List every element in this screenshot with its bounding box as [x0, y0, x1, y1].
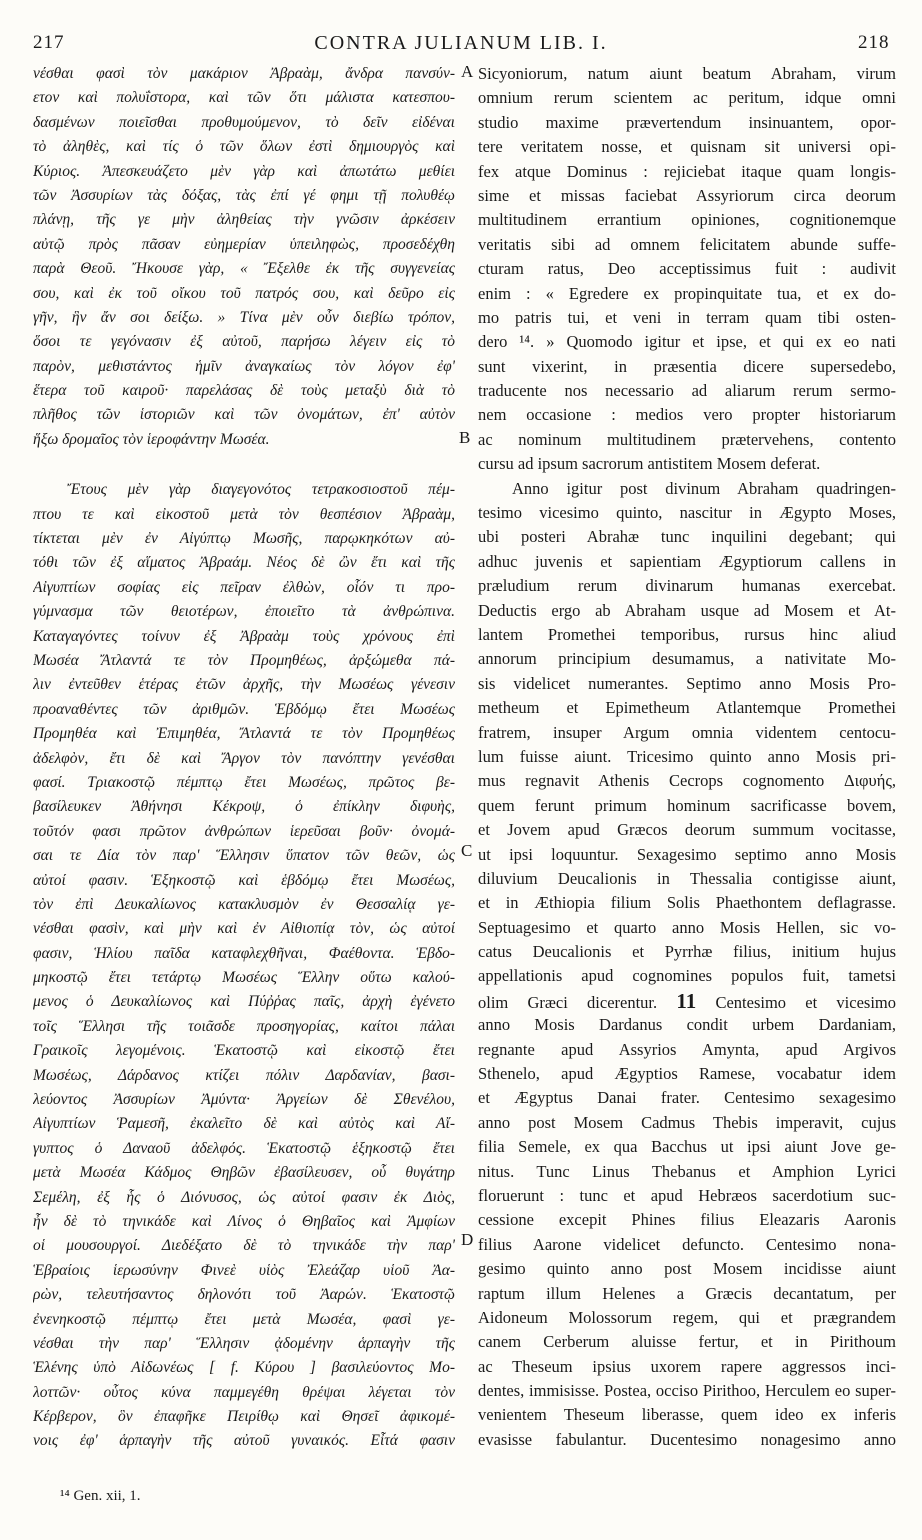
text-line: πλῆθος τῶν ἱστοριῶν καὶ τῶν ὀνομάτων, ἐπ' αὐτὸν [33, 406, 455, 424]
running-title: CONTRA JULIANUM LIB. I. [314, 32, 608, 54]
text-line: παρὸν, μεθιστάντος ἡμῖν ἀναγκαίως τὸν λόγον ἐφ' [33, 357, 455, 375]
text-line: floruerunt : tunc et apud Hebræos sacerdotium suc- [478, 1185, 896, 1205]
text-line: cursu ad ipsum sacrorum antistitem Mosem deferat. [478, 454, 821, 474]
text-line: Ἑβραίοις ἱερωσύνην Φινεὲ υἱὸς Ἐλεάζαρ υἱοῦ Ἀα- [33, 1261, 455, 1279]
text-line: φασί. Τριακοστῷ πέμπτῳ ἔτει Μωσέως, πρῶτος βε- [33, 773, 455, 791]
text-line: λοττῶν· οὗτος κύνα παμμεγέθη θρέψαι λέγεται τὸν [33, 1383, 455, 1401]
text-line: nem occasione : medios vero propter historiarum [478, 405, 896, 425]
text-line: raptum illum Helenes a Græcis decantatum, per [478, 1283, 896, 1303]
text-line: μηκοστῷ ἔτει τετάρτῳ Μωσέως Ἕλλην οὕτω καλού- [33, 969, 455, 987]
text-line: τὸν ἐπὶ Δευκαλίωνος κατακλυσμὸν ἐν Θεσσαλίᾳ γε- [33, 895, 455, 913]
text-line: evasisse fabulantur. Ducentesimo nonagesimo anno [478, 1429, 896, 1449]
text-line: ac Theseum ipsius uxorem rapere aggressos inci- [478, 1356, 896, 1376]
text-line: νέσθαι φασὶν, καὶ μὴν καὶ ἐν Αἰθιοπίᾳ τὸν, ὡς αὐτοί [33, 920, 455, 938]
text-line: filius Aarone videlicet defuncto. Centesimo nona- [478, 1234, 896, 1254]
margin-marker-c: C [461, 841, 473, 860]
text-line: mo patris tui, et veni in terram quam tibi osten- [478, 307, 896, 327]
greek-column [33, 62, 455, 1454]
text-line: πλάνῃ, τῆς γε μὴν ἀληθείας τὴν γνῶσιν ἀρκέσειν [33, 211, 455, 229]
text-line: nitus. Tunc Linus Thebanus et Amphion Lyrici [478, 1161, 896, 1181]
page-header [0, 0, 922, 56]
text-line: δασμένων ποιεῖσθαι προθυμούμενον, τὸ δεῖν εἰδέναι [33, 113, 455, 131]
text-line: omnium rerum scientem ac peritum, idque omni [478, 88, 896, 108]
text-line: προαναθέντες τῶν ἀριθμῶν. Ἑβδόμῳ ἔτει Μωσέως [33, 700, 455, 718]
text-line: τῶν Ἀσσυρίων τὰς δόξας, τὰς ἐπί γέ φημι τῇ πολυθέῳ [33, 186, 455, 204]
text-line: ὅσοι τε γεγόνασιν ἐξ αὐτοῦ, παρήσω λέγειν εἰς τὸ [33, 333, 455, 351]
text-line: tere veritatem nosse, et quisnam sit universi opi- [478, 137, 896, 157]
text-line: Aidoneum Molossorum regem, qui et prægrandem [478, 1307, 896, 1327]
text-line: παρὰ Θεοῦ. Ἤκουσε γὰρ, « Ἔξελθε ἐκ τῆς συγγενείας [33, 260, 455, 278]
text-line: Deductis ergo ab Abraham usque ad Mosem et At- [478, 600, 896, 620]
text-line: οἱ μουσουργοί. Διεδέξατο δὲ τὸ τηνικάδε τὴν παρ' [33, 1237, 455, 1255]
text-line: mus regnavit Athenis Cecrops cognomento Διφυής, [478, 771, 896, 791]
text-line: gesimo quinto anno post Mosem incidisse aiunt [478, 1259, 896, 1279]
text-line: fratrem, insuper Argum omnia videntem centocu- [478, 722, 896, 742]
text-line: venientem Theseum liberasse, quem ideo ex inferis [478, 1405, 896, 1425]
text-line: metheum et Epimetheum Atlantemque Promethei [478, 698, 896, 718]
margin-marker-a: A [461, 62, 474, 81]
text-line: regnante apud Assyrios Amynta, apud Argivos [478, 1039, 896, 1059]
text-line: Αἰγυπτίων Ῥαμεσῆ, ἐκαλεῖτο δὲ καὶ αὐτὸς καὶ Αἴ- [33, 1115, 455, 1133]
text-line: tesimo vicesimo quinto, nascitur in Ægypto Moses, [478, 503, 896, 523]
text-line: Αἰγυπτίων σοφίας εἰς πεῖραν ἐλθὼν, οἷόν τι προ- [33, 578, 455, 596]
text-line: βασίλευκεν Ἀθήνησι Κέκροψ, ὁ ἐπίκλην διφυὴς, [33, 798, 455, 816]
text-line: Κέρβερον, ὃν ἐπαφῆκε Πειρίθῳ καὶ Θησεῖ ἀφικομέ- [33, 1408, 455, 1426]
latin-column [478, 62, 896, 1452]
text-line: ἕτερα τοῦ καιροῦ· παρελάσας δὲ τοὺς μεταξὺ διὰ τὸ [33, 382, 455, 400]
text-line: lantem Promethei temporibus, rursus hinc aliud [478, 624, 896, 644]
text-line: Ἔτους μὲν γὰρ διαγεγονότος τετρακοσιοστοῦ πέμ- [67, 481, 455, 499]
text-line: ρὼν, τελευτήσαντος δηλονότι τοῦ Ἀαρών. Ἑκατοστῷ [33, 1286, 455, 1304]
text-line: lum fuisse aiunt. Tricesimo quinto anno Mosis pri- [478, 746, 896, 766]
text-line: μετὰ Μωσέα Κάδμος Θηβῶν ἐβασίλευσεν, οὗ θυγάτηρ [33, 1164, 455, 1182]
text-line: τόθι τῶν ἐξ αἵματος Ἀβραάμ. Νέος δὲ ὢν ἔτι καὶ τῆς [33, 554, 455, 572]
text-line: ἥξω δρομαῖος τὸν ἱεροφάντην Μωσέα. [33, 430, 270, 448]
text-line: νέσθαι τὴν παρ' Ἕλλησιν ᾀδομένην ἁρπαγὴν τῆς [33, 1334, 455, 1352]
text-line: γύμνασμα τῶν θειοτέρων, ἐποιεῖτο τὰ ἀνθρώπινα. [33, 603, 455, 621]
text-line: πτου τε καὶ εἰκοστοῦ μετὰ τὸν θεσπέσιον Ἀβραὰμ, [33, 505, 455, 523]
text-line: ac nominum multitudinem prætervehens, contento [478, 429, 896, 449]
text-line: dero ¹⁴. » Quomodo igitur et ipse, et qui ex eo nati [478, 332, 896, 352]
text-line: νέσθαι φασὶ τὸν μακάριον Ἀβραὰμ, ἄνδρα πανσύν- [33, 65, 455, 82]
text-line: μενος ὁ Δευκαλίωνος καὶ Πύῤῥας παῖς, ἀρχὴ ἐγένετο [33, 993, 455, 1011]
text-line: filia Semele, ex qua Bacchus ut ipsi aiunt Jove ge- [478, 1137, 896, 1157]
text-line: ἀδελφὸν, ἔτι δὲ καὶ Ἄργον τὸν πανόπτην γενέσθαι [33, 749, 455, 767]
margin-marker-d: D [461, 1230, 474, 1249]
text-line: Καταγαγόντες τοίνυν ἐξ Ἀβραὰμ τοὺς χρόνους ἐπὶ [33, 627, 455, 645]
text-line: αὐτῷ πρὸς πᾶσαν εὐημερίαν ὑπειληφὼς, προσεδέχθη [33, 235, 455, 253]
page-number-left: 217 [33, 32, 65, 53]
text-line: annorum principium desumamus, a nativitate Mo- [478, 649, 896, 669]
text-line: traducente nos necessario ad aliarum rerum sermo- [478, 381, 896, 401]
text-line: et Jovem apud Græcos deorum summum vocitasse, [478, 820, 896, 840]
text-line: τοῖς Ἕλλησι τῆς τοιᾶσδε προσηγορίας, καίτοι πάλαι [33, 1017, 455, 1035]
text-line: præludium rerum divinarum humanas exercebat. [478, 576, 896, 596]
text-line: λιν ἐντεῦθεν ἑτέρας ἐτῶν ἀρχῆς, τὴν Μωσέως γένεσιν [33, 676, 455, 694]
text-line: olim Græci dicerentur. 11 Centesimo et vicesimo [478, 988, 896, 1013]
text-line: λεύοντος Ἀσσυρίων Ἀμύντα· Ἀργείων δὲ Σθενέλου, [33, 1091, 455, 1109]
text-line: multitudinem errantium opiniones, cognitionemque [478, 210, 896, 230]
text-line: Γραικοῖς λεγομένοις. Ἑκατοστῷ καὶ εἰκοστῷ ἔτει [33, 1042, 455, 1060]
text-line: studio maxime prævertendum insinuantem, opor- [478, 112, 896, 132]
text-line: ubi posteri Abrahæ tunc inquilini degebant; qui [478, 527, 896, 547]
text-line: σαι τε Δία τὸν παρ' Ἕλλησιν ὕπατον τῶν θεῶν, ὡς [33, 847, 455, 865]
text-line: adhuc juvenis et sapientiam Ægyptiorum callens in [478, 551, 896, 571]
text-line: anno post Mosem Cadmus Thebis imperavit, cujus [478, 1112, 896, 1132]
text-line: γυπτος ὁ Δαναοῦ ἀδελφός. Ἑκατοστῷ ἑξηκοστῷ ἔτει [33, 1139, 455, 1157]
text-line: Anno igitur post divinum Abraham quadringen- [512, 478, 896, 498]
text-line: veritatis sibi ad omnem felicitatem abunde suffe- [478, 234, 896, 254]
margin-marker-b: B [459, 428, 471, 447]
text-line: Προμηθέα καὶ Ἐπιμηθέα, Ἄτλαντά τε τὸν Προμηθέως [33, 725, 455, 743]
text-line: cessione excepit Phines filius Eleazaris Aaronis [478, 1210, 896, 1230]
text-line: σου, καὶ ἐκ τοῦ οἴκου τοῦ πατρός σου, καὶ δεῦρο εἰς [33, 284, 455, 302]
text-line: Κύριος. Ἀπεσκευάζετο μὲν γὰρ καὶ ἀπωτάτω μεθίει [33, 162, 455, 180]
text-line: αὐτοί φασιν. Ἑξηκοστῷ καὶ ἑβδόμῳ ἔτει Μωσέως, [33, 871, 455, 889]
text-line: τὸ ἀληθὲς, καὶ τίς ὁ τῶν ὅλων ἐστὶ δημιουργὸς καὶ [33, 138, 455, 156]
text-line: appellationis apud cognomines populos fuit, tametsi [478, 966, 896, 986]
text-line: Μωσέα Ἄτλαντά τε τὸν Προμηθέως, ἀρξώμεθα πά- [33, 651, 455, 669]
text-line: sunt vixerint, in præsentia dicere supersedebo, [478, 356, 896, 376]
text-line: ἦν δὲ τὸ τηνικάδε καὶ Λίνος ὁ Θηβαῖος καὶ Ἀμφίων [33, 1212, 455, 1230]
text-line: sis videlicet numerantes. Septimo anno Mosis Pro- [478, 673, 896, 693]
text-line: enim : « Egredere ex propinquitate tua, et ex do- [478, 283, 896, 303]
text-line: Σεμέλη, ἐξ ἧς ὁ Διόνυσος, ὡς αὐτοί φασιν ἐκ Διὸς, [33, 1188, 455, 1206]
text-line: φασιν, Ἡλίου παῖδα καταφλεχθῆναι, Φαέθοντα. Ἑβδο- [33, 944, 455, 962]
text-line: γῆν, ἣν ἄν σοι δείξω. » Τίνα μὲν οὖν διεβίω τρόπον, [33, 308, 455, 326]
page-number-right: 218 [858, 32, 890, 53]
text-line: diluvium Deucalionis in Thessalia contigisse aiunt, [478, 868, 896, 888]
text-line: catus Deucalionis et Pyrrhæ filius, initium hujus [478, 942, 896, 962]
text-line: cturam ratus, Deo acceptissimus fuit : audivit [478, 259, 896, 279]
text-line: Sthenelo, apud Ægyptios Ramese, vocabatur idem [478, 1064, 896, 1084]
text-line: Ἑλένης ὑπὸ Αἰδωνέως [ f. Κύρου ] βασιλεύοντος Μο- [33, 1359, 455, 1377]
text-line: sime et missas faciebat Assyriorum circa deorum [478, 185, 896, 205]
text-line: Μωσέως, Δάρδανος κτίζει πόλιν Δαρδανίαν, βασι- [33, 1066, 455, 1084]
text-line: ἐνενηκοστῷ πέμπτῳ ἔτει μετὰ Μωσέα, φασὶ γε- [33, 1310, 455, 1328]
text-line: quem ferunt primum hominum sacrificasse bovem, [478, 795, 896, 815]
text-line: fex atque Dominus : rejiciebat itaque quam longis- [478, 161, 896, 181]
footnote: ¹⁴ Gen. xii, 1. [60, 1488, 141, 1504]
text-line: et in Æthiopia filium Solis Phaethontem deflagrasse. [478, 893, 896, 913]
text-line: Septuagesimo et quarto anno Mosis Hellen, sic vo- [478, 917, 896, 937]
chapter-number: 11 [676, 988, 697, 1013]
text-line: dentes, immisisse. Postea, occiso Pirithoo, Herculem eo super- [478, 1381, 896, 1401]
text-line: τοῦτόν φασι πρῶτον ἀνθρώπων ἱερεῦσαι βοῦν· ὀνομά- [33, 822, 455, 840]
text-line: ut ipsi loquuntur. Sexagesimo septimo anno Mosis [478, 844, 896, 864]
text-line: et Ægyptus Danai frater. Centesimo sexagesimo [478, 1088, 896, 1108]
text-line: ετον καὶ πολυΐστορα, καὶ τῶν ὅτι μάλιστα κατεσπου- [33, 89, 455, 107]
text-line: canem Cerberum aluisse fertur, et in Pirithoum [478, 1332, 896, 1352]
text-line: τίκτεται μὲν ἐν Αἰγύπτῳ Μωσῆς, παρῳκηκότων αὐ- [33, 530, 455, 548]
text-line: Sicyoniorum, natum aiunt beatum Abraham, virum [478, 64, 896, 83]
text-line: anno Mosis Dardanus condit urbem Dardaniam, [478, 1015, 896, 1035]
text-line: νοις ἐφ' ἁρπαγὴν τῆς αὐτοῦ γυναικός. Εἶτά φασιν [33, 1432, 455, 1450]
text-line [33, 452, 455, 478]
